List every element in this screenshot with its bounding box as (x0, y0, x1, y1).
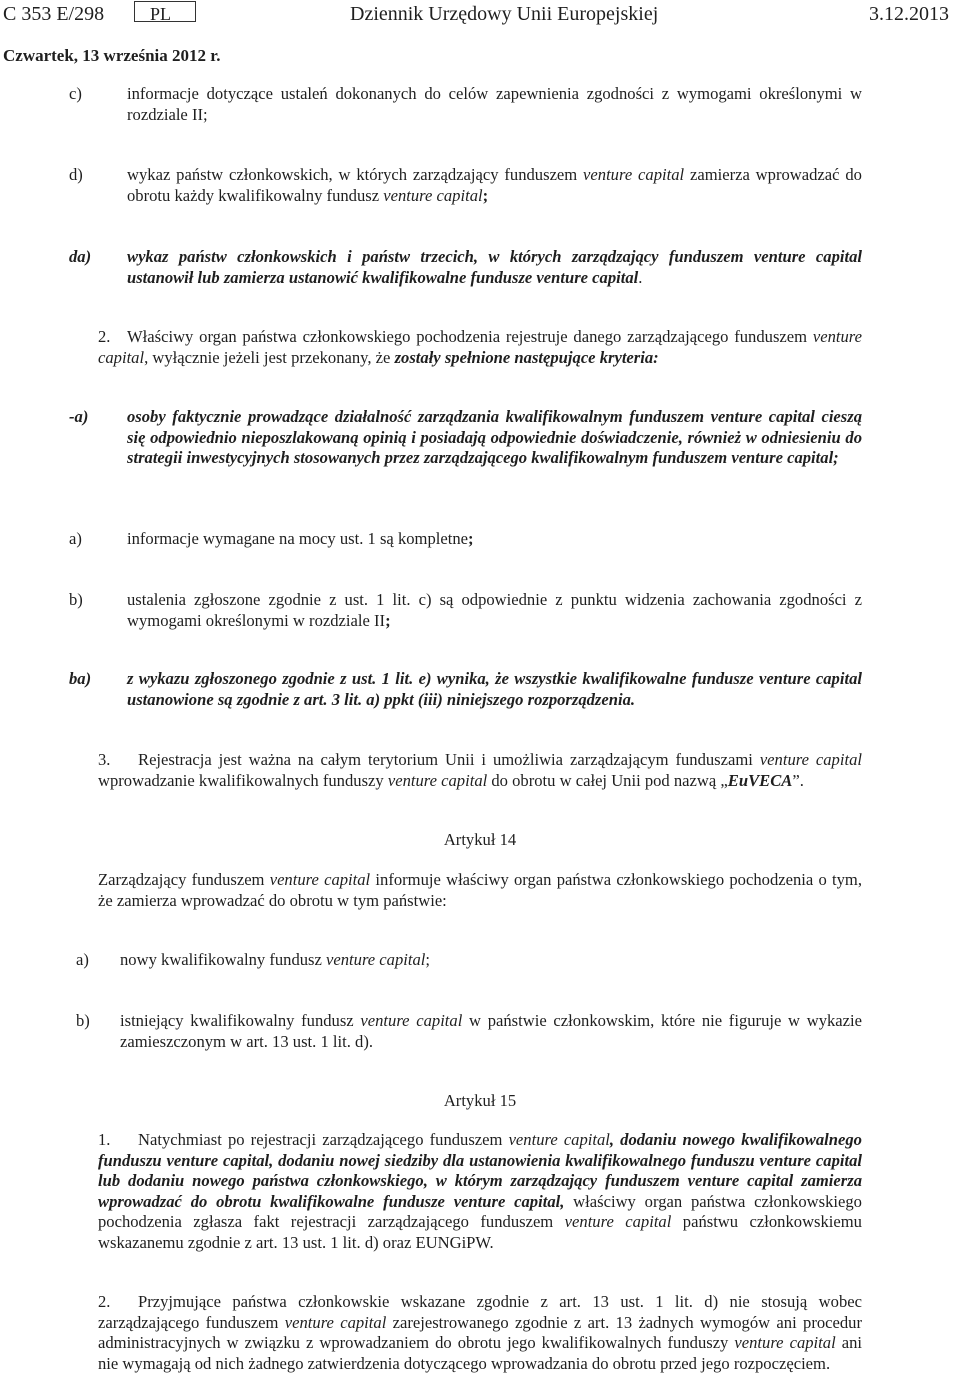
italic-term: venture capital (98, 327, 862, 367)
language-code: PL (150, 4, 172, 24)
italic-term: venture capital (759, 750, 862, 769)
item-a (69, 529, 862, 550)
item-label: a) (76, 950, 89, 969)
session-date: Czwartek, 13 września 2012 r. (3, 46, 221, 65)
italic-term: venture capital (508, 1130, 610, 1149)
item-text: zamierza wprowadzać do obrotu każdy kwalifikowalny fundusz (127, 165, 862, 205)
article-14-intro (98, 870, 862, 911)
italic-term: venture capital (383, 185, 483, 205)
article-15-paragraph-1 (98, 1130, 862, 1254)
item-text: ; (385, 610, 391, 630)
item-label: c) (69, 84, 82, 103)
italic-term: venture capital (583, 165, 685, 184)
item-text: wykaz państw członkowskich i państw trzecich, w których zarządzający funduszem venture capital ustanowił lub zamierza ustanowić kwalifikowalne fundusze venture capital (127, 247, 862, 287)
item-label: da) (69, 247, 92, 266)
item-text: nowy kwalifikowalny fundusz (120, 950, 327, 969)
paragraph-text: , wyłącznie jeżeli jest przekonany, że (144, 347, 395, 367)
italic-term: venture capital (284, 1312, 387, 1332)
item-label: d) (69, 165, 83, 184)
paragraph-text: właściwy organ państwa członkowskiego pochodzenia zgłasza fakt rejestracji zarządzającego funduszem (98, 1191, 862, 1232)
paragraph-text: Natychmiast po rejestracji zarządzającego funduszem (138, 1130, 509, 1149)
journal-title: Dziennik Urzędowy Unii Europejskiej (350, 3, 659, 25)
paragraph-text: Zarządzający funduszem (98, 870, 270, 889)
paragraph-text: Przyjmujące państwa członkowskie wskazane zgodnie z art. 13 ust. 1 lit. d) nie stosują wobec zarządzającego funduszem (98, 1292, 862, 1332)
italic-term: venture capital (387, 770, 488, 790)
paragraph-text: wprowadzanie kwalifikowalnych funduszy (98, 770, 388, 790)
item-text: z wykazu zgłoszonego zgodnie z ust. 1 lit. e) wynika, że wszystkie kwalifikowalne fundusze venture capital ustanowione są zgodnie z art. 3 lit. a) ppkt (iii) niniejszego rozporządzenia. (127, 669, 862, 709)
item-text: wykaz państw członkowskich, w których zarządzający funduszem (127, 165, 584, 184)
item-d (69, 165, 862, 206)
item-c (69, 84, 862, 125)
article-14-title: Artykuł 14 (443, 830, 517, 849)
paragraph-number: 2. (98, 1292, 111, 1311)
item-text: istniejący kwalifikowalny fundusz (120, 1011, 361, 1030)
paragraph-text: zarejestrowanego zgodnie z art. 13 żadnych wymogów ani procedur administracyjnych w związku z wprowadzaniem do obrotu jego kwalifikowalnych funduszy (98, 1312, 862, 1353)
euveca-name: EuVECA (727, 770, 793, 790)
paragraph-number: 1. (98, 1130, 111, 1149)
item-text: w państwie członkowskim, które nie figuruje w wykazie zamieszczonym w art. 13 ust. 1 lit. d). (120, 1011, 863, 1051)
paragraph-text: Właściwy organ państwa członkowskiego pochodzenia rejestruje danego zarządzającego funduszem (127, 327, 813, 346)
item-text: ustalenia zgłoszone zgodnie z ust. 1 lit. c) są odpowiednie z punktu widzenia zachowania zgodności z wymogami określonymi w rozdziale II (127, 590, 862, 630)
item-text: ; (425, 950, 431, 969)
item-da (69, 247, 862, 288)
item-ba (69, 669, 862, 710)
paragraph-text: informuje właściwy organ państwa członkowskiego pochodzenia o tym, że zamierza wprowadzać do obrotu w tym państwie: (98, 870, 862, 910)
item-b (69, 590, 862, 631)
item-label: b) (69, 590, 83, 609)
paragraph-number: 3. (98, 750, 111, 769)
paragraph-3 (98, 750, 862, 791)
item-text: informacje wymagane na mocy ust. 1 są kompletne (127, 529, 468, 548)
article-15-title: Artykuł 15 (443, 1091, 517, 1110)
paragraph-2 (98, 327, 862, 368)
item-minus-a (69, 407, 862, 469)
article-15-paragraph-2 (98, 1292, 862, 1374)
paragraph-text: ”. (792, 770, 804, 790)
italic-term: venture capital (734, 1333, 836, 1353)
paragraph-text: ani nie wymagają od nich żadnego zatwierdzenia dotyczącego wprowadzania do obrotu przed jego rozpoczęciem. (98, 1333, 863, 1373)
page-reference: C 353 E/298 (3, 3, 105, 25)
item-label: a) (69, 529, 82, 548)
item-text: ; (468, 529, 474, 548)
italic-term: venture capital (564, 1212, 672, 1232)
publication-date: 3.12.2013 (869, 3, 949, 25)
item-label: b) (76, 1011, 90, 1030)
item-text: informacje dotyczące ustaleń dokonanych do celów zapewnienia zgodności z wymogami określonymi w rozdziale II; (127, 84, 862, 124)
item-text: ; (482, 185, 489, 205)
paragraph-text: zostały spełnione następujące kryteria: (394, 347, 659, 367)
item-text: . (638, 267, 643, 287)
italic-term: venture capital (326, 950, 426, 969)
italic-term: venture capital (269, 870, 371, 889)
paragraph-text: państwu członkowskiemu wskazanemu zgodnie z art. 13 ust. 1 lit. d) oraz EUNGiPW. (98, 1212, 862, 1252)
item-text: osoby faktycznie prowadzące działalność zarządzania kwalifikowalnym funduszem venture capital cieszą się odpowiednio nieposzlakowaną opinią i posiadają odpowiednie doświadczenie, również w odniesieniu do strategii inwestycyjnych stosowanych przez zarządzającego kwalifikowalnym funduszem venture capital; (127, 407, 862, 468)
item-label: -a) (69, 407, 89, 426)
article-14-item-a (76, 950, 862, 971)
item-label: ba) (69, 669, 92, 688)
paragraph-text: , dodaniu nowego kwalifikowalnego funduszu venture capital, dodaniu nowej siedziby dla ustanowienia kwalifikowalnego funduszu venture capital lub dodaniu nowego państwa członkowskiego, w którym zarządzający funduszem venture capital zamierza wprowadzać do obrotu kwalifikowalne fundusze venture capital, (98, 1130, 862, 1211)
paragraph-text: Rejestracja jest ważna na całym terytorium Unii i umożliwia zarządzającym funduszami (138, 750, 760, 769)
paragraph-text: do obrotu w całej Unii pod nazwą „ (487, 770, 728, 790)
article-14-item-b (76, 1011, 863, 1052)
italic-term: venture capital (360, 1011, 463, 1030)
paragraph-number: 2. (98, 327, 111, 346)
